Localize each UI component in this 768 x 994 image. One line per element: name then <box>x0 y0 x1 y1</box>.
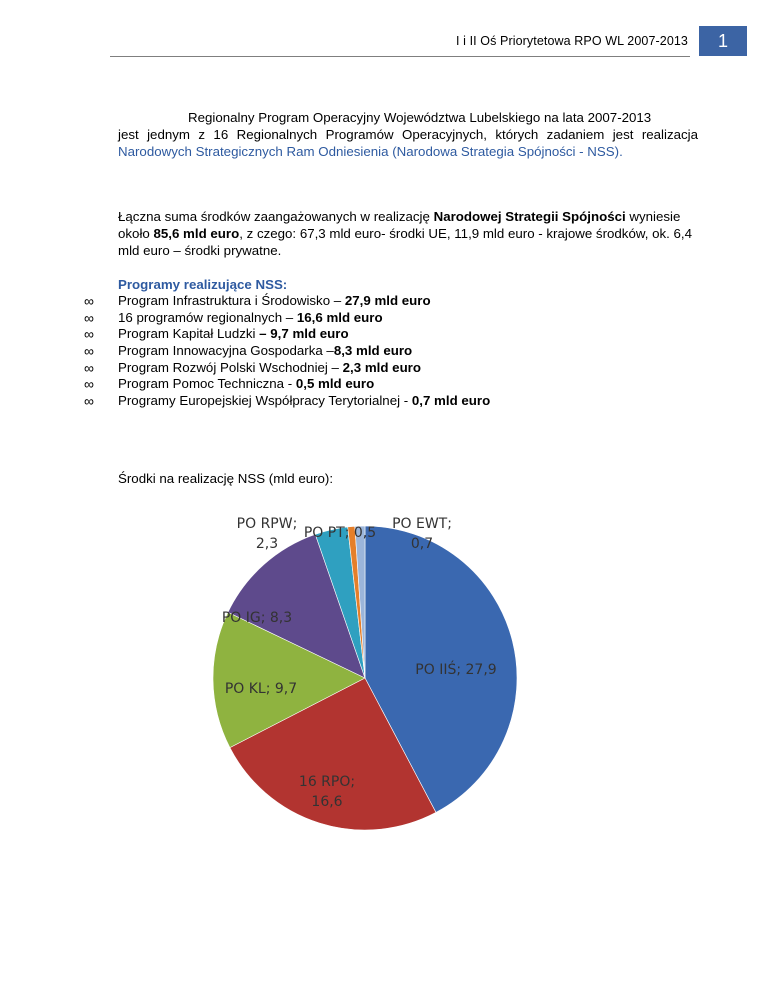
bullet-icon: ∞ <box>84 359 94 376</box>
pie-slice-label: PO EWT; 0,7 <box>392 516 452 552</box>
program-value: 0,5 mld euro <box>295 376 375 392</box>
programs-heading: Programy realizujące NSS: <box>118 277 288 292</box>
bullet-icon: ∞ <box>84 393 94 410</box>
program-value: 27,9 mld euro <box>344 293 431 308</box>
program-name: Program Pomoc Techniczna - <box>118 376 296 392</box>
summary-text-3: , z czego: 67,3 mld euro- środki UE, 11,9 mld euro - krajowe środków, ok. 6,4 mld euro – środki prywatne. <box>118 226 693 258</box>
program-name: 16 programów regionalnych – <box>118 309 297 325</box>
list-item <box>0 343 768 360</box>
header-title: I i II Oś Priorytetowa RPO WL 2007-2013 <box>455 34 688 48</box>
pie-chart <box>200 510 540 840</box>
intro-first-line: Regionalny Program Operacyjny Województwa Lubelskiego na lata 2007-2013 <box>188 110 652 125</box>
bullet-icon: ∞ <box>84 376 94 393</box>
list-item <box>0 360 768 377</box>
bullet-icon: ∞ <box>84 326 94 343</box>
page-number-badge: 1 <box>699 26 747 56</box>
summary-text-2: wyniesie około <box>118 209 681 241</box>
list-item <box>0 393 768 410</box>
pie-slice-label: PO IIŚ; 27,9 <box>415 662 497 678</box>
list-item <box>0 326 768 343</box>
program-value: 2,3 mld euro <box>342 359 421 375</box>
program-value: 0,7 mld euro <box>411 393 491 409</box>
program-value: 16,6 mld euro <box>296 309 383 325</box>
list-item <box>0 310 768 327</box>
summary-bold-2: 85,6 mld euro <box>153 226 240 241</box>
pie-slice-label: PO RPW; 2,3 <box>236 516 298 552</box>
program-name: Program Infrastruktura i Środowisko – <box>118 293 345 308</box>
program-name: Program Innowacyjna Gospodarka – <box>118 343 334 359</box>
summary-bold-1: Narodowej Strategii Spójności <box>433 209 626 224</box>
summary-text-1: Łączna suma środków zaangażowanych w realizację <box>118 209 434 224</box>
list-item <box>0 293 768 310</box>
program-value: 8,3 mld euro <box>333 343 413 359</box>
pie-slice-label: PO PT; 0,5 <box>303 525 377 541</box>
program-name: Program Kapitał Ludzki <box>118 326 260 342</box>
programs-list <box>0 293 768 410</box>
program-name: Program Rozwój Polski Wschodniej – <box>118 359 343 375</box>
header-divider <box>110 56 690 57</box>
chart-caption: Środki na realizację NSS (mld euro): <box>118 471 334 486</box>
program-value: – 9,7 mld euro <box>259 326 349 342</box>
pie-slice-label: 16 RPO; 16,6 <box>298 774 356 810</box>
pie-slice-label: PO IG; 8,3 <box>221 610 293 626</box>
pie-slice-label: PO KL; 9,7 <box>224 681 298 697</box>
list-item <box>0 376 768 393</box>
summary-paragraph <box>118 208 698 259</box>
bullet-icon: ∞ <box>84 343 94 360</box>
intro-text: jest jednym z 16 Regionalnych Programów Operacyjnych, których zadaniem jest realizacja <box>118 127 698 142</box>
program-name: Programy Europejskiej Współpracy Terytorialnej - <box>118 393 412 409</box>
bullet-icon: ∞ <box>84 293 94 309</box>
intro-paragraph <box>118 109 698 160</box>
bullet-icon: ∞ <box>84 309 94 326</box>
nss-link[interactable]: Narodowych Strategicznych Ram Odniesienia (Narodowa Strategia Spójności - NSS). <box>118 144 623 159</box>
